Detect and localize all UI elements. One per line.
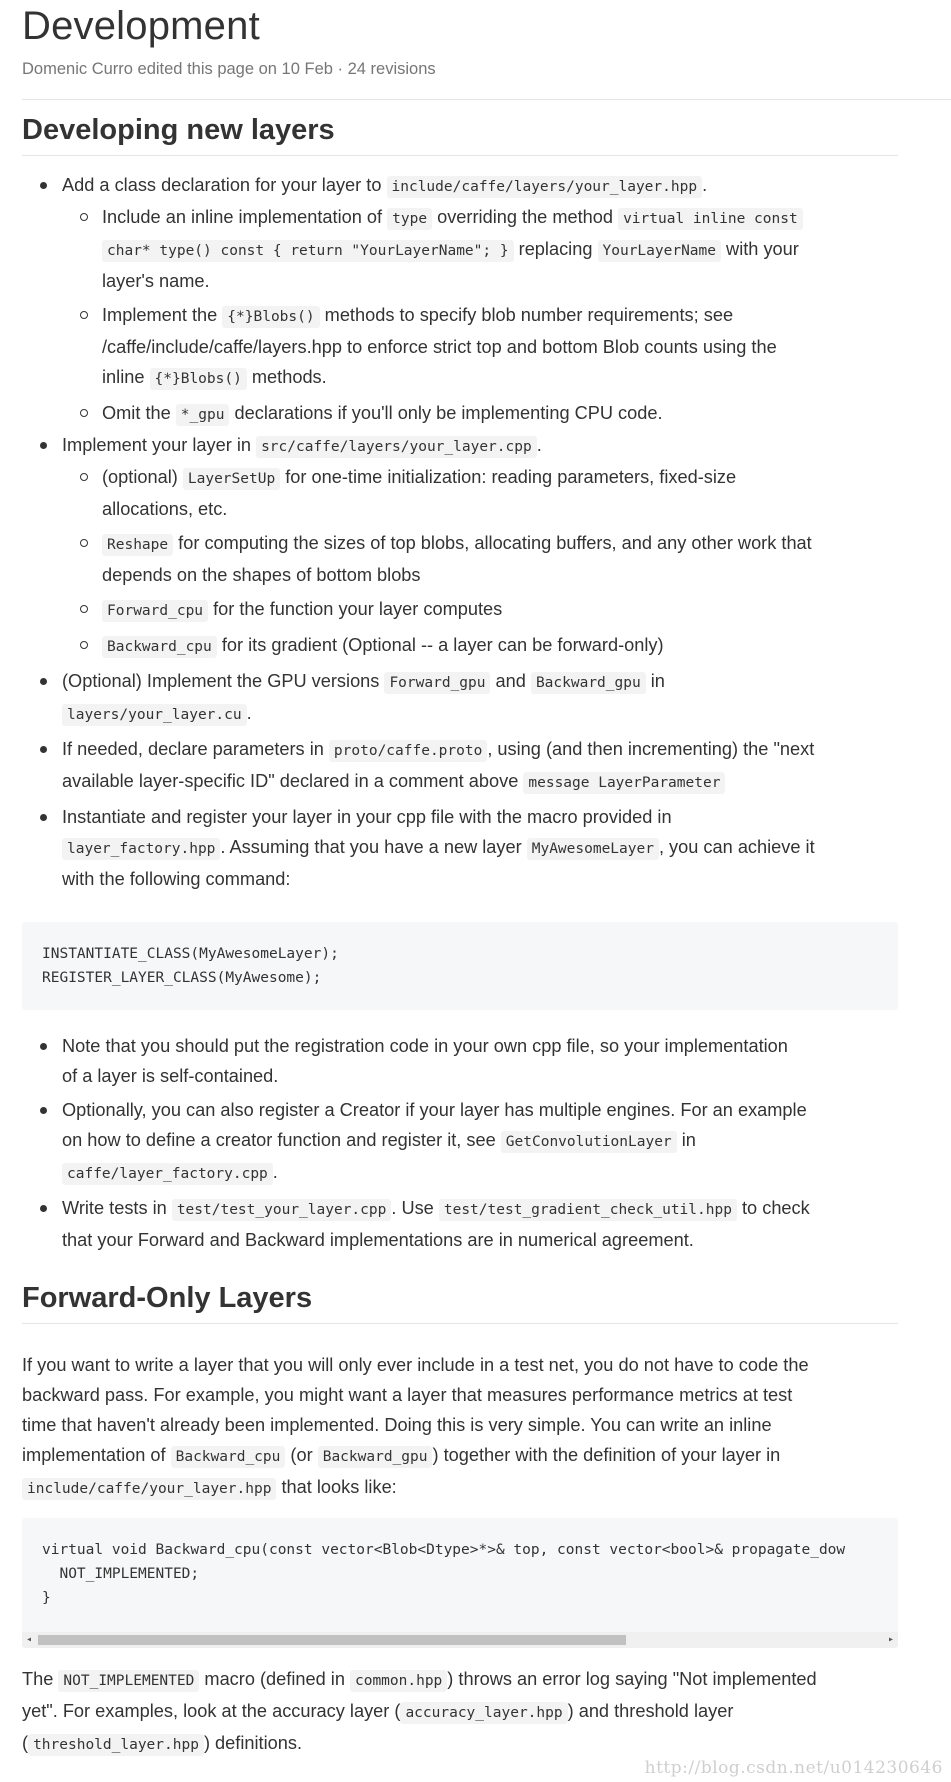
watermark: http://blog.csdn.net/u014230646 [644, 1758, 943, 1778]
bullet [40, 746, 47, 753]
inline-code: NOT_IMPLEMENTED [58, 1670, 199, 1692]
bullet [40, 678, 47, 685]
inline-code: test/test_gradient_check_util.hpp [439, 1199, 737, 1221]
inline-code: GetConvolutionLayer [501, 1131, 677, 1153]
bullet [40, 182, 47, 189]
inline-code: include/caffe/your_layer.hpp [22, 1478, 276, 1500]
list-item: Include an inline implementation of type overriding the method virtual inline const char* type() const { return "YourLayerName"; } replacing YourLayerName with your layer's name. [22, 202, 902, 296]
bullet [80, 539, 88, 547]
code-line: REGISTER_LAYER_CLASS(MyAwesome); [42, 970, 322, 986]
bullet [80, 311, 88, 319]
heading-developing-new-layers: Developing new layers [22, 114, 898, 156]
inline-code: caffe/layer_factory.cpp [62, 1163, 273, 1185]
bullet [40, 442, 47, 449]
bullet [40, 1205, 47, 1212]
bullet [40, 1107, 47, 1114]
inline-code: YourLayerName [598, 240, 722, 262]
list-item: Note that you should put the registration code in your own cpp file, so your implementation of a layer is self-contained. [22, 1031, 902, 1091]
code-line: NOT_IMPLEMENTED; [42, 1566, 200, 1582]
bullet [40, 1043, 47, 1050]
inline-code: layers/your_layer.cu [62, 704, 247, 726]
list-item: Backward_cpu for its gradient (Optional -- a layer can be forward-only) [22, 630, 902, 662]
code-block-backward[interactable] [22, 1518, 898, 1648]
inline-code: Forward_cpu [102, 600, 208, 622]
inline-code: {*}Blobs() [222, 306, 319, 328]
inline-code: accuracy_layer.hpp [400, 1702, 567, 1724]
bullet [80, 473, 88, 481]
inline-code: LayerSetUp [183, 468, 280, 490]
list-item: Optionally, you can also register a Creator if your layer has multiple engines. For an example on how to define a creator function and register it, see GetConvolutionLayer in caffe/layer_factory.cpp . [22, 1095, 902, 1189]
inline-code: char* type() const { return "YourLayerName"; } [102, 240, 514, 262]
scroll-right-icon[interactable]: ▸ [887, 1634, 894, 1645]
code-line: } [42, 1590, 51, 1606]
list-item: Reshape for computing the sizes of top blobs, allocating buffers, and any other work that depends on the shapes of bottom blobs [22, 528, 902, 590]
forward-only-paragraph: If you want to write a layer that you will only ever include in a test net, you do not have to code the backward pass. For example, you might want a layer that measures performance metrics at test time that haven't already been implemented. Doing this is very simple. You can write an inline implementation of Backward_cpu (or Backward_gpu ) together with the definition of your layer in include/caffe/your_layer.hpp that looks like: [22, 1350, 902, 1504]
inline-code: src/caffe/layers/your_layer.cpp [256, 436, 537, 458]
inline-code: Backward_gpu [318, 1446, 433, 1468]
inline-code: Reshape [102, 534, 173, 556]
divider [22, 99, 951, 100]
bullet [80, 605, 88, 613]
inline-code: MyAwesomeLayer [527, 838, 659, 860]
inline-code: layer_factory.hpp [62, 838, 220, 860]
code-line: INSTANTIATE_CLASS(MyAwesomeLayer); [42, 946, 339, 962]
inline-code: Forward_gpu [384, 672, 490, 694]
bullet [80, 213, 88, 221]
heading-forward-only-layers: Forward-Only Layers [22, 1282, 898, 1324]
page-meta: Domenic Curro edited this page on 10 Feb · 24 revisions [22, 60, 436, 78]
list-item: Write tests in test/test_your_layer.cpp . Use test/test_gradient_check_util.hpp to check that your Forward and Backward implementations are in numerical agreement. [22, 1193, 902, 1255]
list-item: Implement the {*}Blobs() methods to specify blob number requirements; see /caffe/include/caffe/layers.hpp to enforce strict top and bottom Blob counts using the inline {*}Blobs() methods. [22, 300, 902, 394]
inline-code: proto/caffe.proto [329, 740, 487, 762]
inline-code: virtual inline const [618, 208, 803, 230]
list-item: (Optional) Implement the GPU versions Forward_gpu and Backward_gpu in layers/your_layer.cu . [22, 666, 902, 730]
inline-code: test/test_your_layer.cpp [172, 1199, 392, 1221]
inline-code: include/caffe/layers/your_layer.hpp [387, 176, 703, 198]
list-item: Add a class declaration for your layer to include/caffe/layers/your_layer.hpp . [22, 170, 902, 202]
list-item: (optional) LayerSetUp for one-time initialization: reading parameters, fixed-size allocations, etc. [22, 462, 902, 524]
bullet [40, 814, 47, 821]
bullet [80, 641, 88, 649]
list-item: Implement your layer in src/caffe/layers/your_layer.cpp . [22, 430, 902, 462]
bullet [80, 409, 88, 417]
inline-code: message LayerParameter [523, 772, 725, 794]
layer-notes-list [22, 1031, 902, 1255]
inline-code: Backward_cpu [171, 1446, 286, 1468]
code-line: virtual void Backward_cpu(const vector<Blob<Dtype>*>& top, const vector<bool>& propagate_dow [42, 1542, 846, 1558]
code-block-register [22, 922, 898, 1010]
inline-code: common.hpp [350, 1670, 447, 1692]
inline-code: *_gpu [176, 404, 230, 426]
inline-code: {*}Blobs() [150, 368, 247, 390]
not-implemented-paragraph: The NOT_IMPLEMENTED macro (defined in common.hpp ) throws an error log saying "Not implemented yet". For examples, look at the accuracy layer ( accuracy_layer.hpp ) and threshold layer ( threshold_layer.hpp ) definitions. [22, 1664, 902, 1760]
list-item: Instantiate and register your layer in your cpp file with the macro provided in layer_factory.hpp . Assuming that you have a new layer MyAwesomeLayer , you can achieve it with the following command: [22, 802, 902, 894]
list-item: If needed, declare parameters in proto/caffe.proto , using (and then incrementing) the "next available layer-specific ID" declared in a comment above message LayerParameter [22, 734, 902, 798]
layer-steps-list [22, 170, 902, 894]
inline-code: Backward_cpu [102, 636, 217, 658]
list-item: Forward_cpu for the function your layer computes [22, 594, 902, 626]
inline-code: Backward_gpu [531, 672, 646, 694]
list-item: Omit the *_gpu declarations if you'll only be implementing CPU code. [22, 398, 902, 430]
inline-code: threshold_layer.hpp [28, 1734, 204, 1756]
page-title: Development [22, 4, 260, 48]
scroll-left-icon[interactable]: ◂ [26, 1634, 33, 1645]
horizontal-scrollbar[interactable] [22, 1632, 898, 1648]
inline-code: type [387, 208, 432, 230]
scrollbar-thumb[interactable] [38, 1635, 626, 1645]
